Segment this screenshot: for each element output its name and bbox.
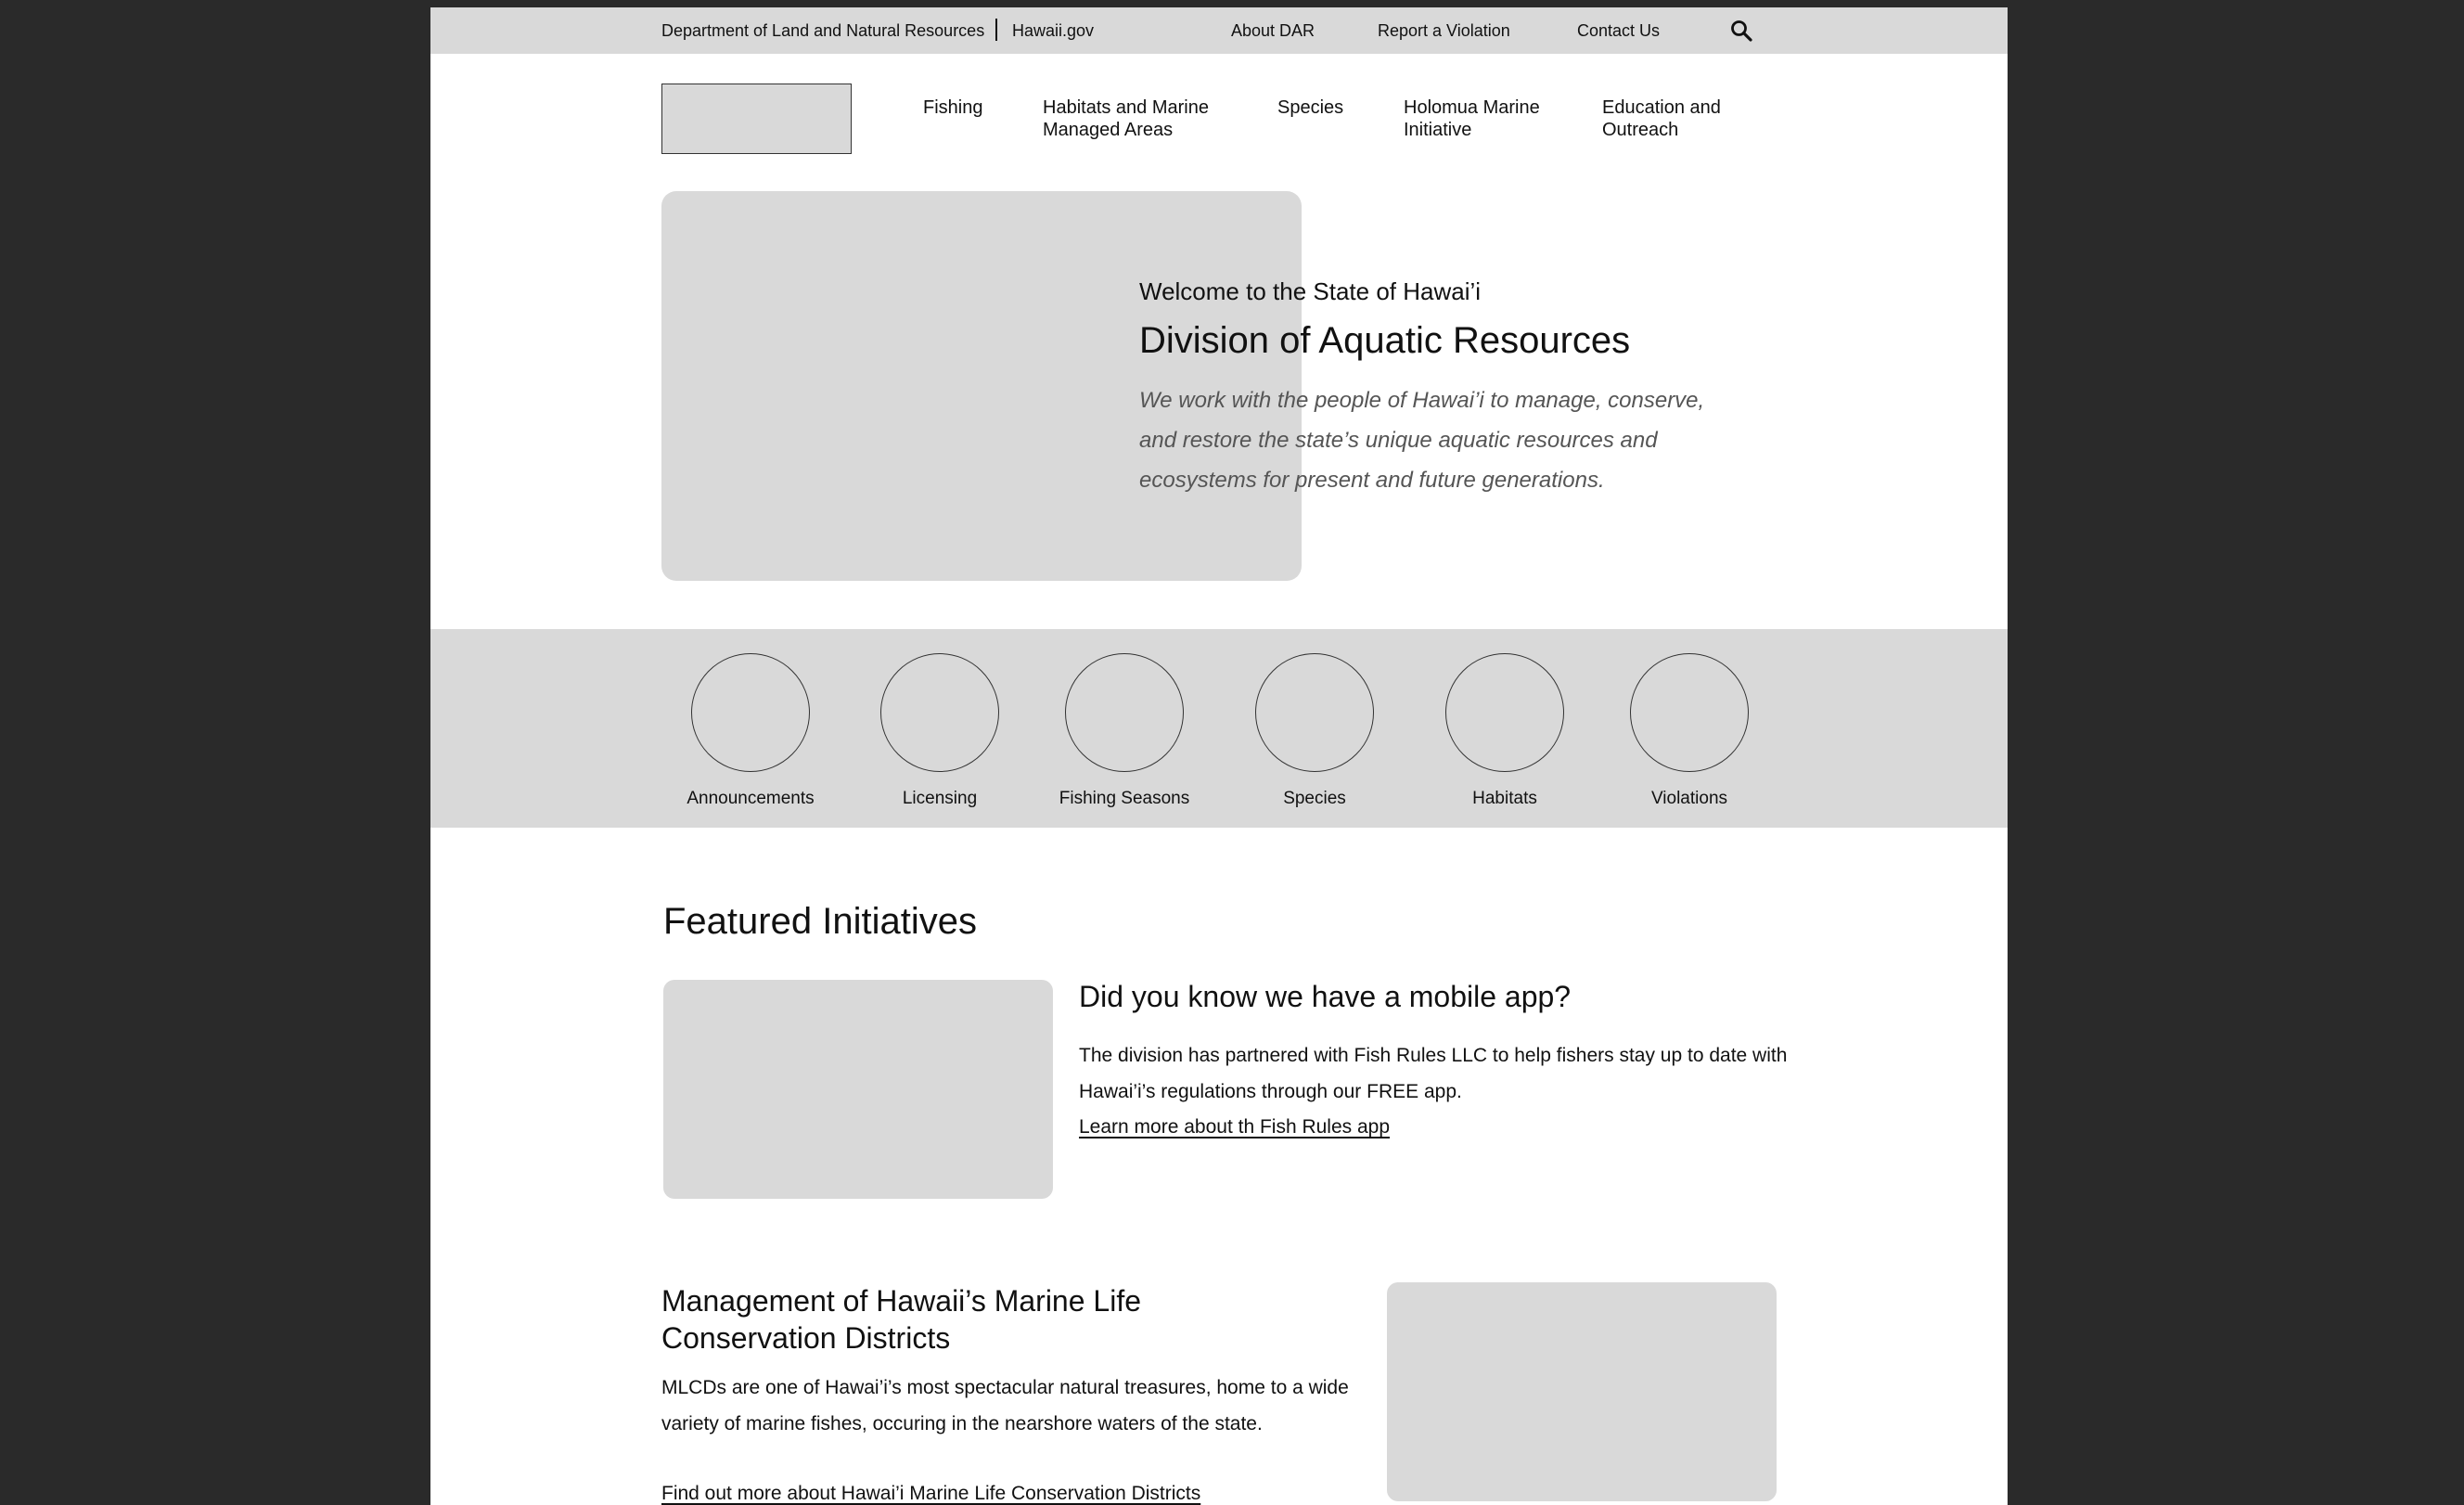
quick-link-habitats[interactable] — [1412, 653, 1598, 809]
violations-icon — [1630, 653, 1749, 772]
quick-link-label: Violations — [1650, 789, 1728, 808]
nav-holomua[interactable]: Holomua Marine Initiative — [1404, 97, 1540, 140]
quick-link-fishing-seasons[interactable] — [1032, 653, 1217, 809]
quick-link-label: Fishing Seasons — [1059, 789, 1190, 808]
hero-description: We work with the people of Hawai’i to manage, conserve, and restore the state’s unique aquatic resources and ecosystems for present and future generations. — [1139, 388, 1705, 493]
nav-fishing[interactable]: Fishing — [923, 97, 983, 118]
hero-welcome: Welcome to the State of Hawai’i — [1139, 277, 1482, 305]
app-card-link[interactable]: Learn more about th Fish Rules app — [1079, 1116, 1391, 1138]
nav-education[interactable]: Education and Outreach — [1602, 97, 1721, 140]
quick-link-species[interactable] — [1222, 653, 1407, 809]
quick-link-violations[interactable] — [1597, 653, 1782, 809]
nav-species[interactable]: Species — [1277, 97, 1344, 118]
app-card-title: Did you know we have a mobile app? — [1079, 980, 1572, 1013]
quick-links-band — [430, 629, 2008, 828]
quick-link-announcements[interactable] — [658, 653, 843, 809]
search-icon[interactable] — [1729, 19, 1753, 43]
quick-link-licensing[interactable] — [847, 653, 1033, 809]
app-card-body: The division has partnered with Fish Rules LLC to help fishers stay up to date with Hawai’i’s regulations through our FREE app. — [1079, 1045, 1788, 1102]
about-dar-link[interactable]: About DAR — [1231, 21, 1315, 40]
quick-link-label: Habitats — [1472, 789, 1537, 808]
hawaii-gov-link[interactable]: Hawaii.gov — [1012, 21, 1095, 40]
mlcd-card-title: Management of Hawaii’s Marine Life Conservation Districts — [661, 1284, 1141, 1355]
dlnr-link[interactable]: Department of Land and Natural Resources — [661, 21, 985, 40]
mlcd-card-body: MLCDs are one of Hawai’i’s most spectacular natural treasures, home to a wide variety of marine fishes, occuring in the nearshore waters of the state. — [661, 1377, 1349, 1434]
quick-link-label: Licensing — [902, 789, 978, 808]
app-card-image — [663, 980, 1053, 1199]
habitats-icon — [1445, 653, 1564, 772]
mlcd-card-link[interactable]: Find out more about Hawai’i Marine Life Conservation Districts — [661, 1483, 1201, 1504]
report-violation-link[interactable]: Report a Violation — [1378, 21, 1510, 40]
fishing-seasons-icon — [1065, 653, 1184, 772]
hero-title: Division of Aquatic Resources — [1139, 320, 1631, 361]
utility-divider — [995, 19, 997, 41]
licensing-icon — [880, 653, 999, 772]
species-icon — [1255, 653, 1374, 772]
mlcd-card-image — [1387, 1282, 1777, 1501]
featured-heading: Featured Initiatives — [663, 901, 977, 942]
quick-link-label: Species — [1283, 789, 1346, 808]
announcements-icon — [691, 653, 810, 772]
utility-bar — [430, 7, 2008, 54]
site-logo[interactable] — [661, 84, 852, 154]
page — [430, 7, 2008, 1505]
quick-link-label: Announcements — [687, 789, 815, 808]
nav-habitats[interactable]: Habitats and Marine Managed Areas — [1043, 97, 1209, 140]
contact-us-link[interactable]: Contact Us — [1577, 21, 1661, 40]
